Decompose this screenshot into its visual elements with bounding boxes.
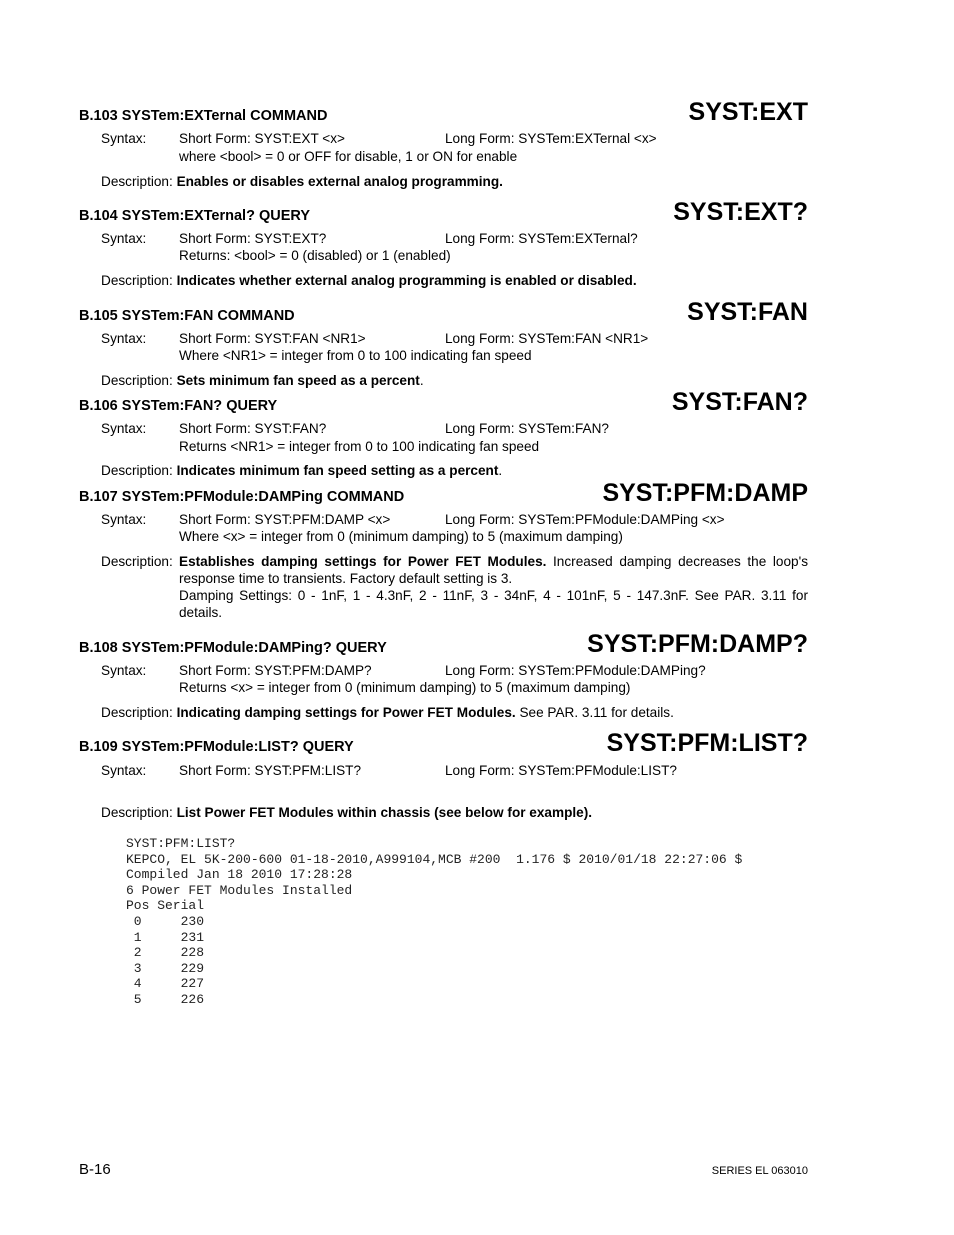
example-output: SYST:PFM:LIST? KEPCO, EL 5K-200-600 01-18-2010,A999104,MCB #200 1.176 $ 2010/01/18 22:27:06 $ Compiled Jan 18 2010 17:28:28 6 Power FET Modules Installed Pos Serial 0 230 1 231 2 228 3 229 4 227 5 226	[126, 836, 743, 1007]
long-form: Long Form: SYSTem:PFModule:DAMPing <x>	[445, 512, 725, 527]
command-title: SYST:EXT	[688, 98, 808, 126]
short-form: Short Form: SYST:EXT?	[179, 231, 327, 246]
short-form: Short Form: SYST:FAN?	[179, 421, 327, 436]
description-line: response time to transients. Factory default setting is 3.	[179, 571, 513, 586]
description-label: Description:	[101, 705, 173, 720]
section-heading: B.105 SYSTem:FAN COMMAND	[79, 308, 295, 324]
description-label: Description:	[101, 373, 173, 388]
syntax-note: where <bool> = 0 or OFF for disable, 1 or ON for enable	[179, 149, 518, 164]
description-bold: Sets minimum fan speed as a percent	[176, 373, 420, 388]
description-bold: Enables or disables external analog programming.	[176, 174, 503, 189]
command-title: SYST:PFM:LIST?	[606, 729, 808, 757]
description-label: Description:	[101, 273, 173, 288]
syntax-note: Where <x> = integer from 0 (minimum damping) to 5 (maximum damping)	[179, 529, 623, 544]
syntax-note: Returns: <bool> = 0 (disabled) or 1 (enabled)	[179, 248, 451, 263]
short-form: Short Form: SYST:PFM:DAMP?	[179, 663, 372, 678]
description-text	[101, 463, 502, 478]
long-form: Long Form: SYSTem:PFModule:DAMPing?	[445, 663, 706, 678]
description-label: Description:	[101, 174, 173, 189]
section-heading: B.107 SYSTem:PFModule:DAMPing COMMAND	[79, 489, 405, 505]
long-form: Long Form: SYSTem:FAN?	[445, 421, 609, 436]
description-text	[101, 373, 424, 388]
long-form: Long Form: SYSTem:FAN <NR1>	[445, 331, 649, 346]
series-label: SERIES EL 063010	[711, 1165, 808, 1177]
description-text	[101, 805, 592, 820]
syntax-label: Syntax:	[101, 331, 147, 346]
description-bold: Indicating damping settings for Power FET Modules.	[176, 705, 516, 720]
description-text	[101, 273, 637, 288]
description-line: details.	[179, 605, 223, 620]
description-label: Description:	[101, 463, 173, 478]
description-bold: Indicates minimum fan speed setting as a percent	[176, 463, 499, 478]
description-text	[101, 174, 503, 189]
syntax-note: Returns <NR1> = integer from 0 to 100 indicating fan speed	[179, 439, 540, 454]
section-heading: B.106 SYSTem:FAN? QUERY	[79, 398, 278, 414]
description-bold: Indicates whether external analog programming is enabled or disabled.	[176, 273, 637, 288]
syntax-label: Syntax:	[101, 421, 147, 436]
section-heading: B.109 SYSTem:PFModule:LIST? QUERY	[79, 739, 354, 755]
description-text	[101, 705, 674, 720]
short-form: Short Form: SYST:PFM:DAMP <x>	[179, 512, 391, 527]
command-title: SYST:FAN	[687, 298, 808, 326]
description-label: Description:	[101, 554, 173, 569]
page-number: B-16	[79, 1161, 111, 1178]
syntax-note: Where <NR1> = integer from 0 to 100 indicating fan speed	[179, 348, 532, 363]
description-line	[179, 554, 808, 569]
syntax-note: Returns <x> = integer from 0 (minimum damping) to 5 (maximum damping)	[179, 680, 631, 695]
description-bold: Establishes damping settings for Power FET Modules.	[179, 554, 547, 569]
short-form: Short Form: SYST:FAN <NR1>	[179, 331, 366, 346]
section-heading: B.103 SYSTem:EXTernal COMMAND	[79, 108, 328, 124]
description-rest: Increased damping decreases the loop's	[553, 554, 808, 569]
syntax-label: Syntax:	[101, 131, 147, 146]
short-form: Short Form: SYST:PFM:LIST?	[179, 763, 362, 778]
long-form: Long Form: SYSTem:EXTernal <x>	[445, 131, 657, 146]
description-tail: See PAR. 3.11 for details.	[515, 705, 674, 720]
description-tail: .	[498, 463, 503, 478]
syntax-label: Syntax:	[101, 512, 147, 527]
command-title: SYST:EXT?	[673, 198, 808, 226]
short-form: Short Form: SYST:EXT <x>	[179, 131, 345, 146]
description-label: Description:	[101, 805, 173, 820]
long-form: Long Form: SYSTem:EXTernal?	[445, 231, 638, 246]
command-title: SYST:PFM:DAMP	[602, 479, 808, 507]
long-form: Long Form: SYSTem:PFModule:LIST?	[445, 763, 677, 778]
section-heading: B.104 SYSTem:EXTernal? QUERY	[79, 208, 310, 224]
command-title: SYST:FAN?	[671, 388, 808, 416]
command-title: SYST:PFM:DAMP?	[587, 630, 808, 658]
description-line: Damping Settings: 0 - 1nF, 1 - 4.3nF, 2 - 11nF, 3 - 34nF, 4 - 101nF, 5 - 147.3nF. See PAR. 3.11 for	[179, 588, 808, 603]
section-heading: B.108 SYSTem:PFModule:DAMPing? QUERY	[79, 640, 387, 656]
description-tail: .	[419, 373, 424, 388]
syntax-label: Syntax:	[101, 663, 147, 678]
syntax-label: Syntax:	[101, 231, 147, 246]
syntax-label: Syntax:	[101, 763, 147, 778]
description-bold: List Power FET Modules within chassis (see below for example).	[176, 805, 593, 820]
